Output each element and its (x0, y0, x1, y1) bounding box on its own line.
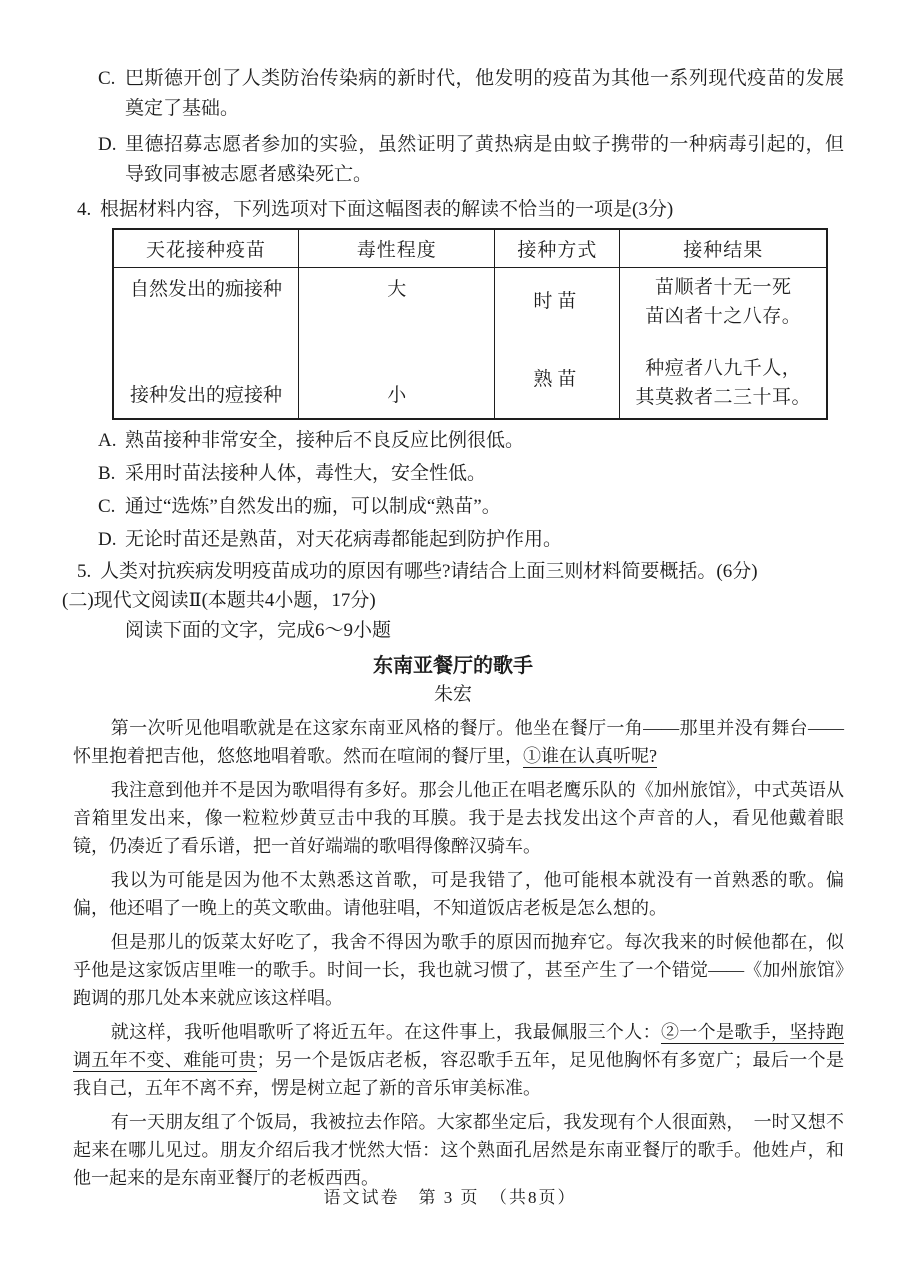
option-text: 里德招募志愿者参加的实验，虽然证明了黄热病是由蚊子携带的一种病毒引起的，但导致同事被志愿者感染死亡。 (125, 134, 844, 185)
vaccine-table (112, 228, 828, 420)
question-4-stem (62, 196, 844, 224)
table-header-cell: 接种方式 (495, 229, 620, 268)
option-row (98, 64, 844, 124)
table-header-row (113, 229, 827, 268)
table-cell-method (495, 268, 620, 420)
option-letter: A. (98, 430, 117, 451)
option-letter: C. (98, 496, 116, 517)
table-header-cell: 天花接种疫苗 (113, 229, 299, 268)
method-value: 时苗 (533, 291, 582, 312)
option-row (98, 459, 844, 489)
passage-title: 东南亚餐厅的歌手 (373, 655, 533, 677)
passage-author: 朱宏 (433, 684, 472, 705)
option-row (98, 426, 844, 456)
option-row (98, 130, 844, 190)
underlined-sentence-1: ①谁在认真听呢? (523, 746, 657, 766)
section-instruction: 阅读下面的文字，完成6～9小题 (125, 620, 392, 641)
method-value: 熟苗 (533, 369, 582, 390)
passage-paragraph: 我以为可能是因为他不太熟悉这首歌，可是我错了，他可能根本就没有一首熟悉的歌。偏偏，他还唱了一晚上的英文歌曲。请他驻唱，不知道饭店老板是怎么想的。 (73, 870, 844, 918)
passage-paragraph: 就这样，我听他唱歌听了将近五年。在这件事上，我最佩服三个人：②一个是歌手，坚持跑调五年不变、难能可贵；另一个是饭店老板，容忍歌手五年，足见他胸怀有多宽广；最后一个是我自己，五年不离不弃，愣是树立起了新的音乐审美标准。 (73, 1022, 845, 1098)
prev-question-options (62, 64, 844, 190)
table-cell-vaccine (113, 268, 299, 420)
question-text: 根据材料内容，下列选项对下面这幅图表的解读不恰当的一项是(3分) (100, 199, 674, 220)
passage-paragraph: 第一次听见他唱歌就是在这家东南亚风格的餐厅。他坐在餐厅一角——那里并没有舞台——怀里抱着把吉他，悠悠地唱着歌。然而在喧闹的餐厅里，①谁在认真听呢? (73, 718, 844, 766)
option-text: 通过“选炼”自然发出的痂，可以制成“熟苗”。 (125, 496, 501, 517)
option-letter: D. (98, 134, 117, 155)
question-number: 5. (77, 561, 92, 582)
passage-paragraph: 我注意到他并不是因为歌唱得有多好。那会儿他正在唱老鹰乐队的《加州旅馆》，中式英语从音箱里发出来，像一粒粒炒黄豆击中我的耳膜。我于是去找发出这个声音的人，看见他戴着眼镜，仍凑近了看乐谱，把一首好端端的歌唱得像醉汉骑车。 (73, 780, 844, 856)
page-footer: 语文试卷 第 3 页 （共8页） (323, 1188, 577, 1207)
table-body-row (113, 268, 827, 420)
option-letter: D. (98, 529, 117, 550)
question-4-options (62, 426, 844, 555)
section-heading: (二)现代文阅读Ⅱ(本题共4小题，17分) (62, 590, 376, 611)
table-header-cell: 毒性程度 (299, 229, 495, 268)
toxicity-value: 小 (387, 385, 407, 406)
toxicity-value: 大 (387, 279, 407, 300)
option-letter: B. (98, 463, 116, 484)
option-text: 采用时苗法接种人体，毒性大，安全性低。 (125, 463, 487, 484)
question-5-stem (62, 558, 844, 586)
result-block: 种痘者八九千人， 其莫救者二三十耳。 (635, 358, 811, 408)
table-cell-toxicity (299, 268, 495, 420)
option-text: 巴斯德开创了人类防治传染病的新时代，他发明的疫苗为其他一系列现代疫苗的发展奠定了基础。 (125, 68, 844, 119)
option-letter: C. (98, 68, 116, 89)
option-row (98, 525, 844, 555)
passage-paragraph: 但是那儿的饭菜太好吃了，我舍不得因为歌手的原因而抛弃它。每次我来的时候他都在，似乎他是这家饭店里唯一的歌手。时间一长，我也就习惯了，甚至产生了一个错觉——《加州旅馆》跑调的那几处本来就应该这样唱。 (73, 932, 844, 1008)
vaccine-name: 自然发出的痂接种 (130, 279, 283, 300)
option-text: 无论时苗还是熟苗，对天花病毒都能起到防护作用。 (125, 529, 563, 550)
result-block: 苗顺者十无一死 苗凶者十之八存。 (645, 277, 802, 327)
option-text: 熟苗接种非常安全，接种后不良反应比例很低。 (125, 430, 525, 451)
passage-paragraph: 有一天朋友组了个饭局，我被拉去作陪。大家都坐定后，我发现有个人很面熟， 一时又想不起来在哪儿见过。朋友介绍后我才恍然大悟：这个熟面孔居然是东南亚餐厅的歌手。他姓卢，和他一起来的是东南亚餐厅的老板西西。 (73, 1112, 844, 1188)
vaccine-name: 接种发出的痘接种 (130, 385, 283, 406)
table-cell-result (620, 268, 827, 420)
question-text: 人类对抗疾病发明疫苗成功的原因有哪些?请结合上面三则材料简要概括。(6分) (100, 561, 758, 582)
table-header-cell: 接种结果 (620, 229, 827, 268)
underlined-sentence-2: ②一个是歌手，坚持跑调五年不变、难能可贵 (73, 1022, 844, 1070)
question-number: 4. (77, 199, 92, 220)
option-row (98, 492, 844, 522)
passage-body (62, 714, 844, 1192)
